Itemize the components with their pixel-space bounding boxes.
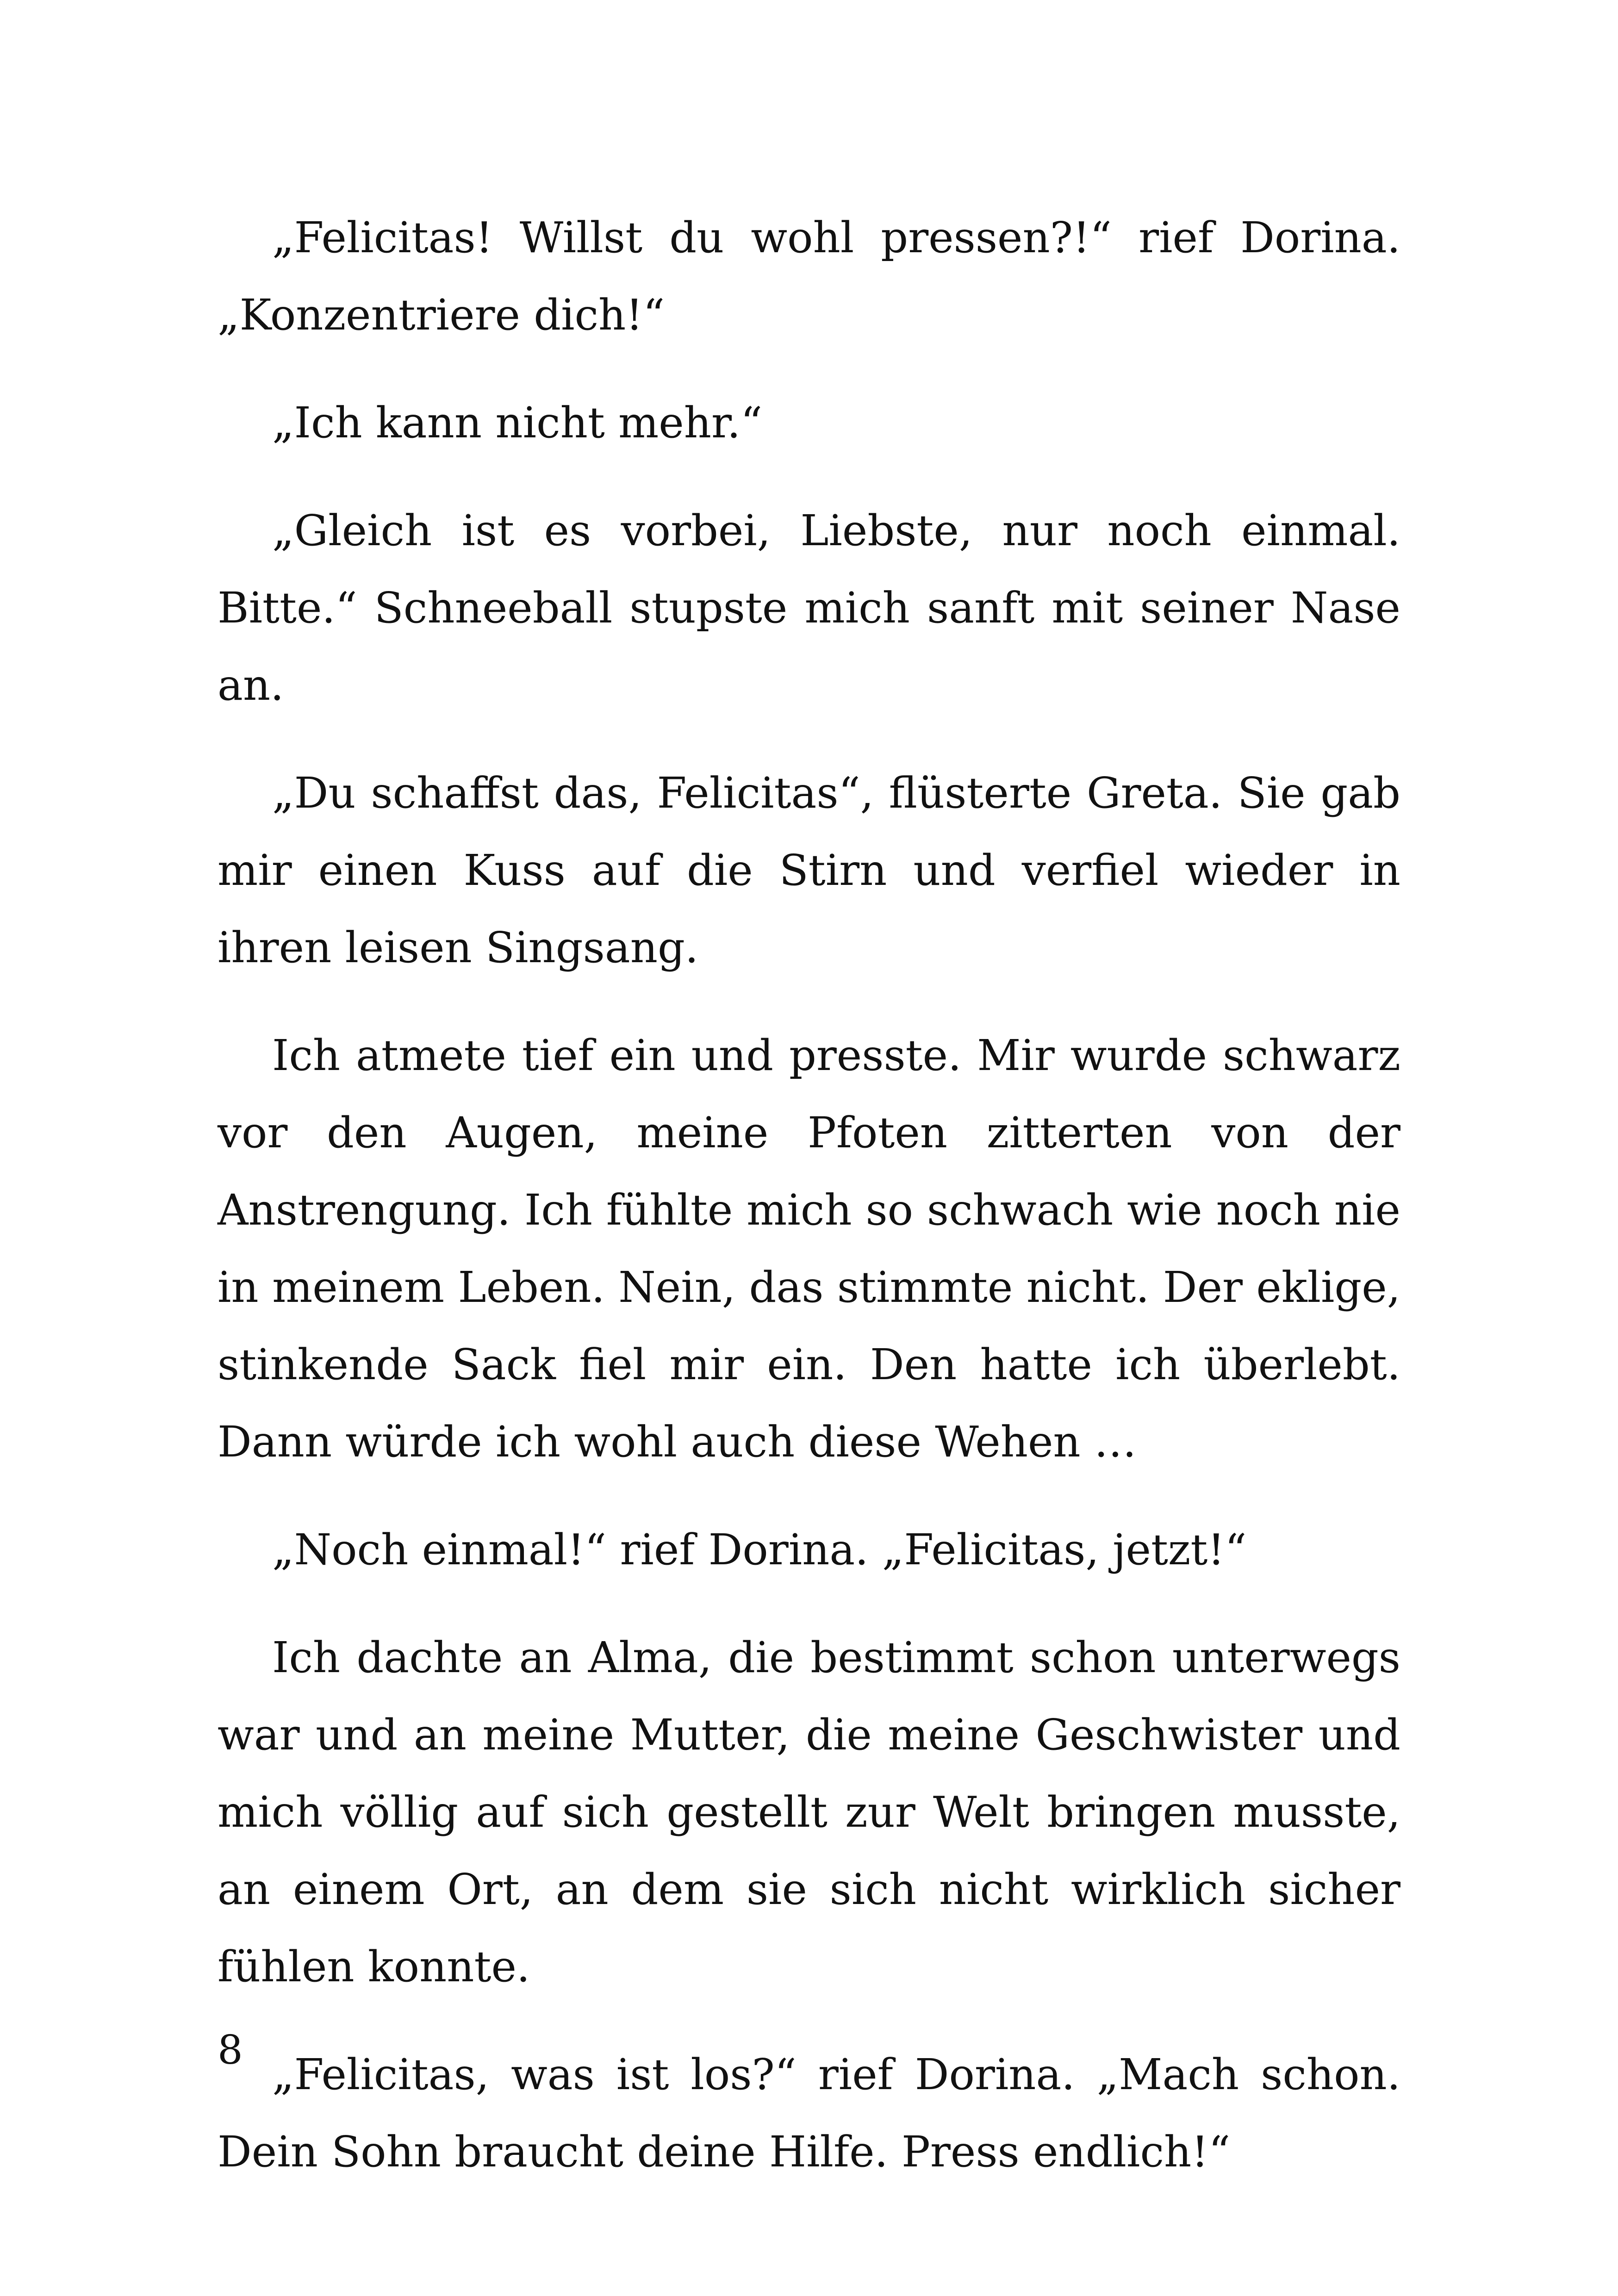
paragraph: Ich atmete tief ein und presste. Mir wurde schwarz vor den Augen, meine Pfoten zitterten von der Anstrengung. Ich fühlte mich so schwach wie noch nie in meinem Leben. Nein, das stimmte nicht. Der eklige, stinkende Sack fiel mir ein. Den hatte ich überlebt. Dann würde ich wohl auch diese Wehen … <box>218 1031 1400 1467</box>
body-text <box>218 199 1400 2221</box>
paragraph: „Noch einmal!“ rief Dorina. „Felicitas, jetzt!“ <box>272 1525 1247 1574</box>
page-number: 8 <box>218 2027 243 2073</box>
paragraph: „Felicitas, was ist los?“ rief Dorina. „Mach schon. Dein Sohn braucht deine Hilfe. Press endlich!“ <box>218 2050 1400 2177</box>
paragraph: Ich dachte an Alma, die bestimmt schon unterwegs war und an meine Mutter, die meine Geschwister und mich völlig auf sich gestellt zur Welt bringen musste, an einem Ort, an dem sie sich nicht wirklich sicher fühlen konnte. <box>218 1633 1400 1991</box>
paragraph: „Du schaffst das, Felicitas“, flüsterte Greta. Sie gab mir einen Kuss auf die Stirn und verfiel wieder in ihren leisen Singsang. <box>218 768 1400 972</box>
paragraph: „Ich kann nicht mehr.“ <box>272 398 763 448</box>
paragraph: „Felicitas! Willst du wohl pressen?!“ rief Dorina. „Konzentriere dich!“ <box>218 213 1400 340</box>
paragraph: „Gleich ist es vorbei, Liebste, nur noch einmal. Bitte.“ Schneeball stupste mich sanft mit seiner Nase an. <box>218 506 1400 710</box>
